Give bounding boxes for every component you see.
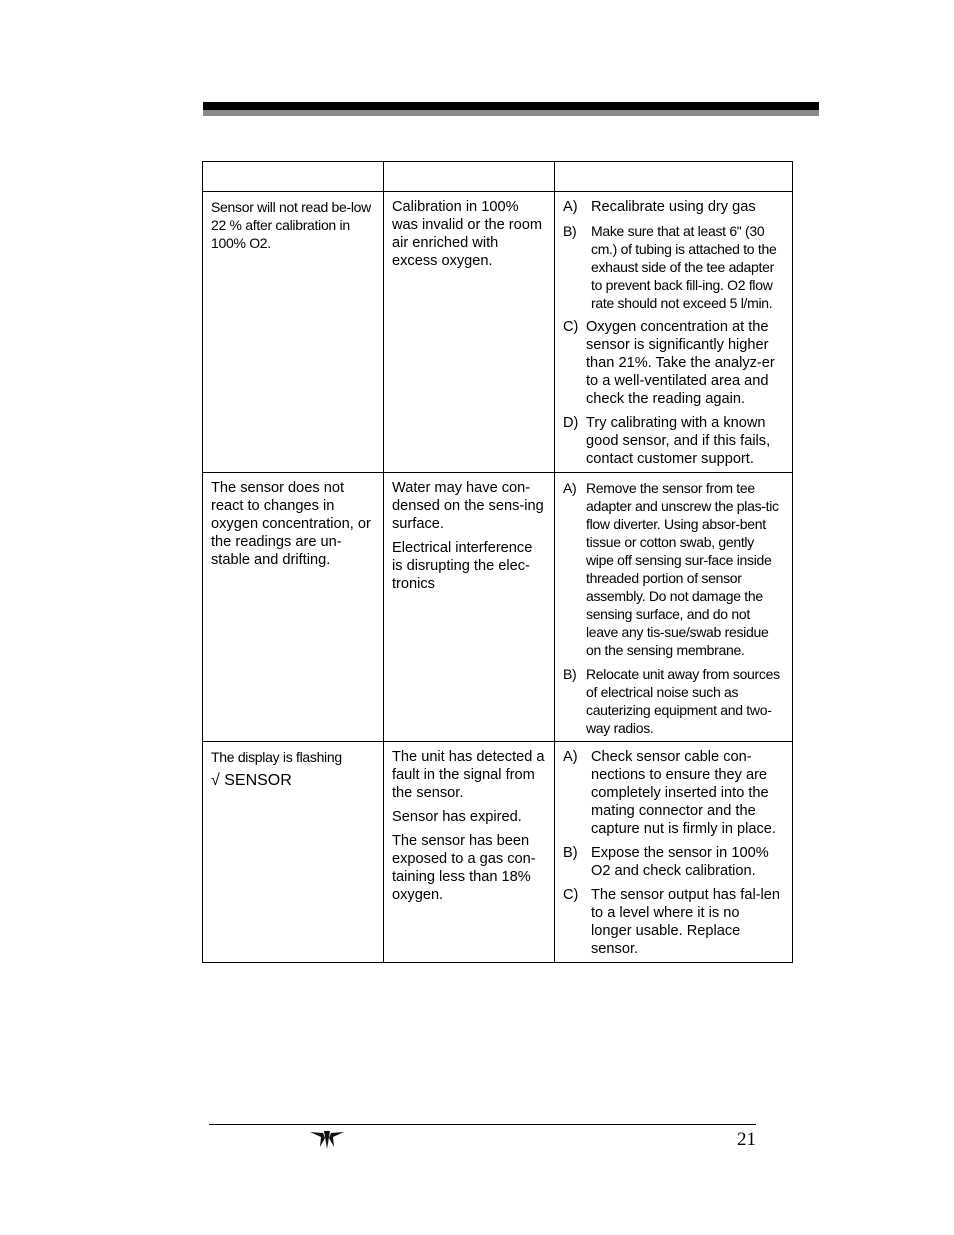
action-item (563, 479, 784, 659)
header-rule-gray (203, 110, 819, 116)
cause-cell (384, 192, 555, 473)
action-letter: C) (563, 319, 579, 335)
header-cell-cause (384, 162, 555, 192)
symptom-text: Sensor will not read be-low 22 % after calibration in 100% O2. (211, 199, 371, 251)
action-item (563, 318, 784, 408)
action-cell (555, 742, 793, 963)
table-row (203, 742, 793, 963)
action-item (563, 222, 784, 312)
action-cell (555, 192, 793, 473)
action-item (563, 414, 784, 468)
action-item (563, 748, 784, 838)
action-cell (555, 473, 793, 742)
action-text: Check sensor cable con-nections to ensure they are completely inserted into the mating connector and the capture nut is firmly in place. (591, 749, 776, 837)
symptom-cell (203, 742, 384, 963)
teledyne-logo-icon (309, 1129, 345, 1151)
action-letter: D) (563, 415, 579, 431)
action-item (563, 665, 784, 737)
action-text: Make sure that at least 6" (30 cm.) of tubing is attached to the exhaust side of the tee adapter to prevent back fill-ing. O2 flow rate should not exceed 5 l/min. (591, 223, 777, 311)
cause-text: The sensor has been exposed to a gas con-taining less than 18% oxygen. (392, 833, 536, 903)
troubleshooting-table (202, 161, 793, 963)
action-letter: B) (563, 223, 577, 239)
table-row (203, 473, 793, 742)
action-item (563, 198, 784, 216)
action-letter: B) (563, 845, 578, 861)
sensor-indicator-text: √ SENSOR (211, 772, 292, 789)
cause-cell (384, 473, 555, 742)
cause-text: Water may have con-densed on the sens-ing surface. (392, 480, 544, 532)
header-rule-black (203, 102, 819, 110)
action-item (563, 844, 784, 880)
action-letter: A) (563, 480, 577, 496)
table-header-row (203, 162, 793, 192)
action-text: Remove the sensor from tee adapter and unscrew the plas-tic flow diverter. Using absor-bent tissue or cotton swab, gently wipe off sensing sur-face inside threaded portion of sensor assembly. Do not damage the sensing surface, and do not leave any tis-sue/swab residue on the sensing membrane. (586, 480, 779, 658)
symptom-cell (203, 473, 384, 742)
action-text: Expose the sensor in 100% O2 and check calibration. (591, 845, 769, 879)
footer-rule (209, 1124, 756, 1125)
action-letter: A) (563, 749, 578, 765)
cause-text: The unit has detected a fault in the signal from the sensor. (392, 749, 545, 801)
action-text: Relocate unit away from sources of electrical noise such as cauterizing equipment and two-way radios. (586, 666, 780, 736)
action-letter: B) (563, 666, 577, 682)
cause-text: Electrical interference is disrupting the elec-tronics (392, 540, 533, 592)
cause-text: Sensor has expired. (392, 809, 522, 825)
header-cell-symptom (203, 162, 384, 192)
symptom-text: The display is flashing (211, 749, 342, 765)
cause-text: Calibration in 100% was invalid or the room air enriched with excess oxygen. (392, 199, 543, 269)
action-text: The sensor output has fal-len to a level where it is no longer usable. Replace sensor. (591, 887, 781, 957)
action-text: Oxygen concentration at the sensor is significantly higher than 21%. Take the analyz-er to a well-ventilated area and check the reading again. (586, 319, 775, 407)
action-text: Recalibrate using dry gas (591, 199, 756, 215)
symptom-text: The sensor does not react to changes in oxygen concentration, or the readings are un-stable and drifting. (211, 480, 371, 568)
table-row (203, 192, 793, 473)
header-cell-action (555, 162, 793, 192)
action-letter: A) (563, 199, 578, 215)
cause-cell (384, 742, 555, 963)
action-item (563, 886, 784, 958)
action-text: Try calibrating with a known good sensor, and if this fails, contact customer support. (586, 415, 771, 467)
symptom-cell (203, 192, 384, 473)
page-number: 21 (737, 1129, 756, 1150)
action-letter: C) (563, 887, 579, 903)
